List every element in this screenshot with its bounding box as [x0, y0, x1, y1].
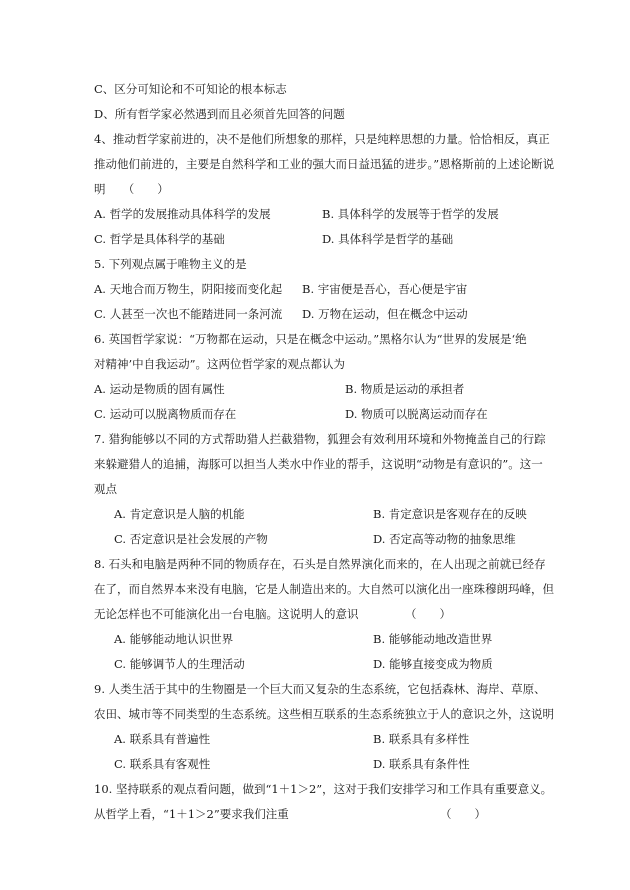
question-6-option-c: C. 运动可以脱离物质而存在: [94, 407, 237, 421]
question-6-option-a: A. 运动是物质的固有属性: [94, 382, 225, 396]
question-4-option-c: C. 哲学是具体科学的基础: [94, 232, 225, 246]
question-8-line-2: 在了，而自然界本来没有电脑，它是人制造出来的。大自然可以演化出一座珠穆朗玛峰，但: [94, 582, 554, 596]
question-6-option-b: B. 物质是运动的承担者: [345, 382, 465, 396]
question-5-option-a: A. 天地合而万物生，阴阳接而变化起: [94, 282, 283, 296]
question-9-option-c: C. 联系具有客观性: [114, 757, 211, 771]
question-7-line-2: 来躲避猎人的追捕，海豚可以担当人类水中作业的帮手，这说明“动物是有意识的”。这一: [94, 457, 543, 471]
question-7-option-d: D. 否定高等动物的抽象思维: [373, 532, 516, 546]
question-7-option-b: B. 肯定意识是客观存在的反映: [373, 507, 527, 521]
question-5-option-b: B. 宇宙便是吾心，吾心便是宇宙: [302, 282, 468, 296]
question-9-option-d: D. 联系具有条件性: [373, 757, 470, 771]
question-4-line-3: 明 （ ）: [94, 182, 169, 196]
option-c-previous: C、区分可知论和不可知论的根本标志: [94, 82, 287, 96]
question-5-option-c: C. 人甚至一次也不能踏进同一条河流: [94, 307, 283, 321]
question-4-line-1: 4、推动哲学家前进的，决不是他们所想象的那样，只是纯粹思想的力量。恰恰相反，真正: [94, 132, 550, 146]
question-10-line-1: 10. 坚持联系的观点看问题，做到“1＋1＞2”，这对于我们安排学习和工作具有重要意义。: [94, 782, 553, 796]
question-8-option-d: D. 能够直接变成为物质: [373, 657, 493, 671]
question-6-option-d: D. 物质可以脱离运动而存在: [345, 407, 488, 421]
question-7-line-1: 7. 猎狗能够以不同的方式帮助猎人拦截猎物，狐狸会有效利用环境和外物掩盖自己的行踪: [94, 432, 546, 446]
question-8-option-a: A. 能够能动地认识世界: [114, 632, 234, 646]
question-8-option-c: C. 能够调节人的生理活动: [114, 657, 245, 671]
question-8-line-1: 8. 石头和电脑是两种不同的物质存在，石头是自然界演化而来的，在人出现之前就已经存: [94, 557, 546, 571]
question-8-line-3: 无论怎样也不可能演化出一台电脑。这说明人的意识: [94, 607, 359, 621]
question-5-option-d: D. 万物在运动，但在概念中运动: [302, 307, 468, 321]
question-6-line-1: 6. 英国哲学家说：“万物都在运动，只是在概念中运动。”黑格尔认为“世界的发展是‘绝: [94, 332, 527, 346]
question-8-answer-blank: （ ）: [405, 607, 451, 621]
question-4-option-b: B. 具体科学的发展等于哲学的发展: [322, 207, 499, 221]
question-4-option-a: A. 哲学的发展推动具体科学的发展: [94, 207, 271, 221]
question-9-line-1: 9. 人类生活于其中的生物圈是一个巨大而又复杂的生态系统，它包括森林、海岸、草原、: [94, 682, 546, 696]
question-7-option-a: A. 肯定意识是人脑的机能: [114, 507, 245, 521]
question-7-line-3: 观点: [94, 482, 117, 496]
question-9-option-a: A. 联系具有普遍性: [114, 732, 211, 746]
question-10-line-2: 从哲学上看，“1＋1＞2”要求我们注重: [94, 807, 289, 821]
option-d-previous: D、所有哲学家必然遇到而且必须首先回答的问题: [94, 107, 345, 121]
question-9-line-2: 农田、城市等不同类型的生态系统。这些相互联系的生态系统独立于人的意识之外，这说明: [94, 707, 554, 721]
question-6-line-2: 对精神’中自我运动”。这两位哲学家的观点都认为: [94, 357, 346, 371]
question-9-option-b: B. 联系具有多样性: [373, 732, 470, 746]
question-8-option-b: B. 能够能动地改造世界: [373, 632, 493, 646]
question-7-option-c: C. 否定意识是社会发展的产物: [114, 532, 268, 546]
question-4-option-d: D. 具体科学是哲学的基础: [322, 232, 454, 246]
question-10-answer-blank: （ ）: [440, 807, 486, 821]
question-5-stem: 5. 下列观点属于唯物主义的是: [94, 257, 247, 271]
question-4-line-2: 推动他们前进的，主要是自然科学和工业的强大而日益迅猛的进步。”恩格斯前的上述论断说: [94, 157, 555, 171]
